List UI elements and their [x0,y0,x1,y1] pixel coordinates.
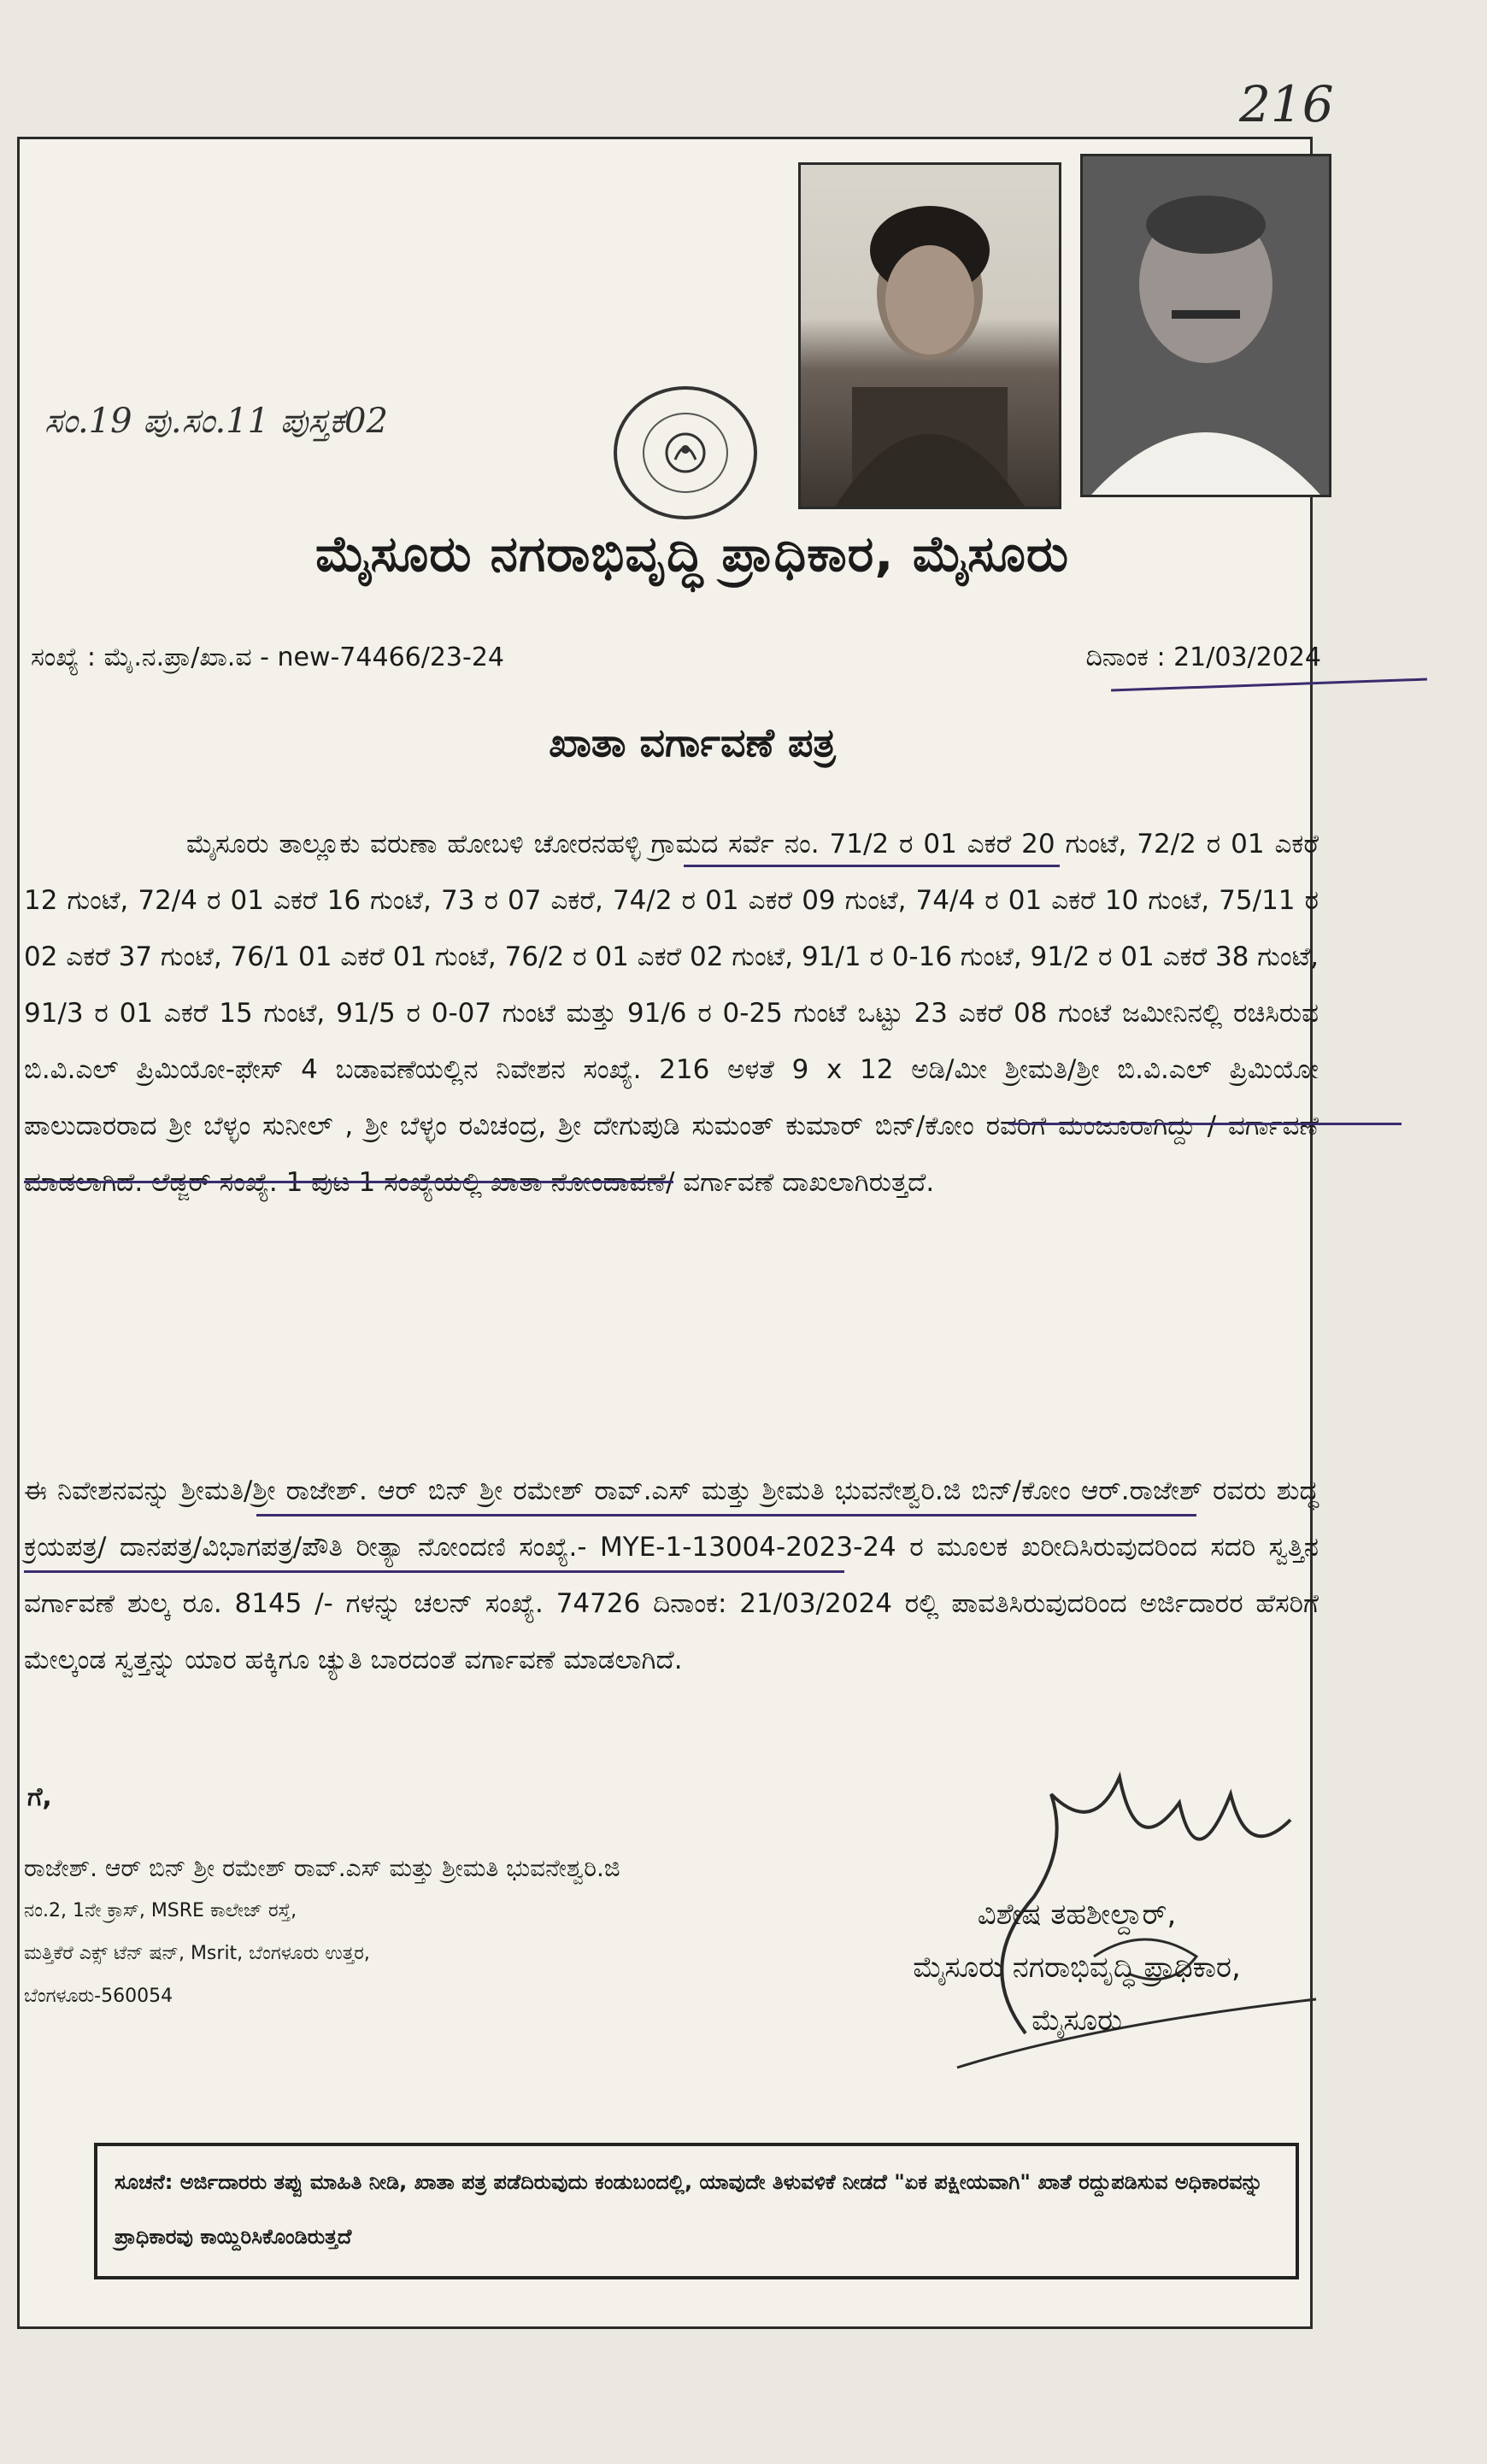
authority-title: ಮೈಸೂರು ನಗರಾಭಿವೃದ್ಧಿ ಪ್ರಾಧಿಕಾರ, ಮೈಸೂರು [314,525,1070,583]
notice-text: ಸೂಚನೆ: ಅರ್ಜಿದಾರರು ತಪ್ಪು ಮಾಹಿತಿ ನೀಡಿ, ಖಾತಾ ಪತ್ರ ಪಡೆದಿರುವುದು ಕಂಡುಬಂದಲ್ಲಿ, ಯಾವುದೇ ತಿಳುವಳಿಕೆ ನೀಡದೆ "ಏಕ ಪಕ್ಷೀಯವಾಗಿ" ಖಾತೆ ರದ್ದುಪಡಿಸುವ ಅಧಿಕಾರವನ್ನು ಪ್ರಾಧಿಕಾರವು ಕಾಯ್ದಿರಿಸಿಕೊಂಡಿರುತ್ತದೆ [115,2170,1263,2249]
address-line-2: ಮತ್ತಿಕೆರೆ ಎಕ್ಸ್ ಟೆನ್ ಷನ್, Msrit, ಬೆಂಗಳೂರು ಉತ್ತರ, [24,1943,370,1964]
signatory-block [838,1888,1316,2047]
handwritten-reference: ಸಂ.19 ಪು.ಸಂ.11 ಪುಸ್ತಕ02 [44,402,388,441]
applicant-photo-female [798,162,1061,509]
pen-underline [256,1514,1196,1517]
address-line-1: ನಂ.2, 1ನೇ ಕ್ರಾಸ್, MSRE ಕಾಲೇಜ್ ರಸ್ತೆ, [24,1900,297,1921]
issue-date: ದಿನಾಂಕ : 21/03/2024 [1085,642,1321,672]
document-subtitle: ಖಾತಾ ವರ್ಗಾವಣೆ ಪತ್ರ [549,719,836,766]
pen-underline [1008,1123,1402,1125]
recipient-address [24,1847,861,2018]
authority-seal-emblem [614,386,757,519]
emblem-icon [643,413,728,493]
pen-underline [24,1570,844,1573]
notice-box [94,2143,1299,2279]
reference-number: ಸಂಖ್ಯೆ : ಮೈ.ನ.ಪ್ರಾ/ಖಾ.ವ - new-74466/23-24 [31,642,505,672]
applicant-photo-male [1080,154,1331,497]
purchaser-paragraph: ಈ ನಿವೇಶನವನ್ನು ಶ್ರೀಮತಿ/ಶ್ರೀ ರಾಜೇಶ್. ಆರ್ ಬಿನ್ ಶ್ರೀ ರಮೇಶ್ ರಾವ್.ಎಸ್ ಮತ್ತು ಶ್ರೀಮತಿ ಭುವನೇಶ್ವರಿ.ಜಿ ಬಿನ್/ಕೋಂ ಆರ್.ರಾಜೇಶ್ ರವರು ಶುದ್ಧ ಕ್ರಯಪತ್ರ/ ದಾನಪತ್ರ/ವಿಭಾಗಪತ್ರ/ಪೌತಿ ರೀತ್ಯಾ ನೋಂದಣಿ ಸಂಖ್ಯೆ.- MYE-1-13004-2023-24 ರ ಮೂಲಕ ಖರೀದಿಸಿರುವುದರಿಂದ ಸದರಿ ಸ್ವತ್ತಿನ ವರ್ಗಾವಣೆ ಶುಲ್ಕ ರೂ. 8145 /- ಗಳನ್ನು ಚಲನ್ ಸಂಖ್ಯೆ. 74726 ದಿನಾಂಕ: 21/03/2024 ರಲ್ಲಿ ಪಾವತಿಸಿರುವುದರಿಂದ ಅರ್ಜಿದಾರರ ಹೆಸರಿಗೆ ಮೇಲ್ಕಂಡ ಸ್ವತ್ತನ್ನು ಯಾರ ಹಕ್ಕಿಗೂ ಚ್ಯುತಿ ಬಾರದಂತೆ ವರ್ಗಾವಣೆ ಮಾಡಲಾಗಿದೆ. [24,1475,1319,1675]
address-line-3: ಬೆಂಗಳೂರು-560054 [24,1986,173,2007]
signatory-city: ಮೈಸೂರು [1031,2003,1122,2038]
pen-underline [684,865,1060,867]
recipient-salutation: ಗೆ, [27,1782,52,1812]
signatory-office: ಮೈಸೂರು ನಗರಾಭಿವೃದ್ಧಿ ಪ್ರಾಧಿಕಾರ, [913,1951,1241,1985]
transfer-details-paragraph: ಮೈಸೂರು ತಾಲ್ಲೂಕು ವರುಣಾ ಹೋಬಳಿ ಚೋರನಹಳ್ಳಿ ಗ್ರಾಮದ ಸರ್ವೆ ನಂ. 71/2 ರ 01 ಎಕರೆ 20 ಗುಂಟೆ, 72/2 ರ 01 ಎಕರೆ 12 ಗುಂಟೆ, 72/4 ರ 01 ಎಕರೆ 16 ಗುಂಟೆ, 73 ರ 07 ಎಕರೆ, 74/2 ರ 01 ಎಕರೆ 09 ಗುಂಟೆ, 74/4 ರ 01 ಎಕರೆ 10 ಗುಂಟೆ, 75/11 ರ 02 ಎಕರೆ 37 ಗುಂಟೆ, 76/1 01 ಎಕರೆ 01 ಗುಂಟೆ, 76/2 ರ 01 ಎಕರೆ 02 ಗುಂಟೆ, 91/1 ರ 0-16 ಗುಂಟೆ, 91/2 ರ 01 ಎಕರೆ 38 ಗುಂಟೆ, 91/3 ರ 01 ಎಕರೆ 15 ಗುಂಟೆ, 91/5 ರ 0-07 ಗುಂಟೆ ಮತ್ತು 91/6 ರ 0-25 ಗುಂಟೆ ಒಟ್ಟು 23 ಎಕರೆ 08 ಗುಂಟೆ ಜಮೀನಿನಲ್ಲಿ ರಚಿಸಿರುವ ಬಿ.ವಿ.ಎಲ್ ಪ್ರಿಮಿಯೋ-ಫೇಸ್ 4 ಬಡಾವಣೆಯಲ್ಲಿನ ನಿವೇಶನ ಸಂಖ್ಯೆ. 216 ಅಳತೆ 9 x 12 ಅಡಿ/ಮೀ ಶ್ರೀಮತಿ/ಶ್ರೀ ಬಿ.ವಿ.ಎಲ್ ಪ್ರಿಮಿಯೋ ಪಾಲುದಾರರಾದ ಶ್ರೀ ಬೆಳ್ಳಂ ಸುನೀಲ್ , ಶ್ರೀ ಬೆಳ್ಳಂ ರವಿಚಂದ್ರ, ಶ್ರೀ ದೇಗುಪುಡಿ ಸುಮಂತ್ ಕುಮಾರ್ ಬಿನ್/ಕೋಂ ರವರಿಗೆ ಮಂಜೂರಾಗಿದ್ದು / ವರ್ಗಾವಣೆ ಮಾಡಲಾಗಿದೆ. ಲೆಡ್ಜರ್ ಸಂಖ್ಯೆ. 1 ಪುಟ 1 ಸಂಖ್ಯೆಯಲ್ಲಿ ಖಾತಾ ನೋಂದಾವಣೆ/ ವರ್ಗಾವಣೆ ದಾಖಲಾಗಿರುತ್ತದೆ. [24,829,1319,1198]
signatory-designation: ವಿಶೇಷ ತಹಶೀಲ್ದಾರ್, [977,1898,1177,1932]
page-number: 216 [1239,75,1334,133]
recipient-name: ರಾಜೇಶ್. ಆರ್ ಬಿನ್ ಶ್ರೀ ರಮೇಶ್ ರಾವ್.ಎಸ್ ಮತ್ತು ಶ್ರೀಮತಿ ಭುವನೇಶ್ವರಿ.ಜಿ [24,1854,620,1882]
pen-underline [24,1181,673,1183]
